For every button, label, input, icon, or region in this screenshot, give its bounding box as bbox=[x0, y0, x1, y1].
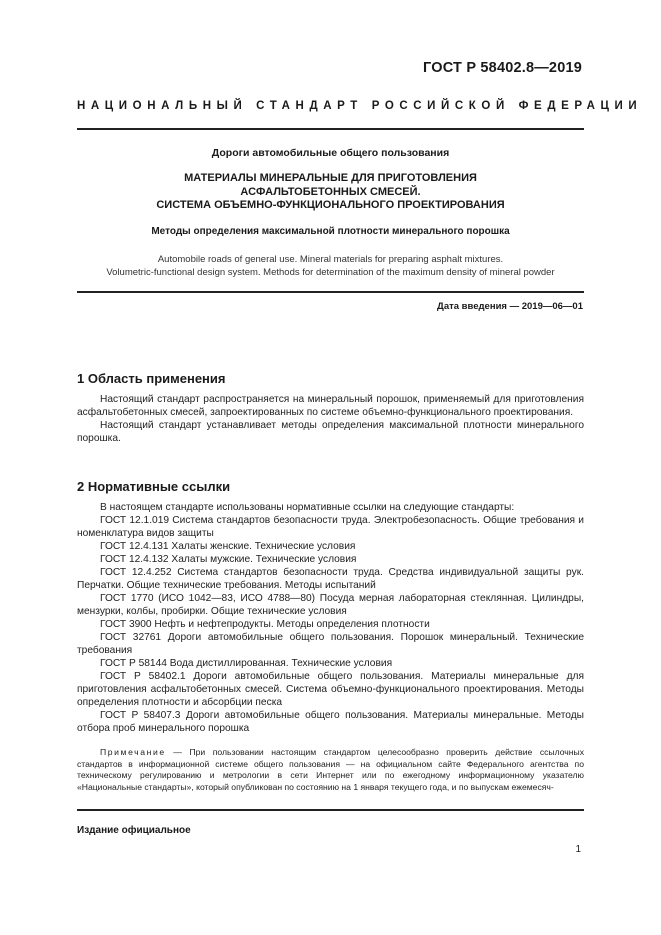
document-subtitle: Методы определения максимальной плотности минерального порошка bbox=[151, 226, 510, 237]
reference-item: ГОСТ 12.4.132 Халаты мужские. Технические условия bbox=[100, 554, 357, 565]
note bbox=[77, 747, 584, 793]
official-edition-label: Издание официальное bbox=[77, 825, 191, 836]
english-title-line: Automobile roads of general use. Mineral materials for preparing asphalt mixtures. bbox=[157, 254, 504, 265]
section-references-body bbox=[77, 501, 584, 735]
reference-item: ГОСТ 12.1.019 Система стандартов безопасности труда. Электробезопасность. Общие требования и номенклатура видов защиты bbox=[77, 515, 584, 539]
title-line: СИСТЕМА ОБЪЕМНО-ФУНКЦИОНАЛЬНОГО ПРОЕКТИРОВАНИЯ bbox=[156, 199, 505, 211]
reference-item: ГОСТ 3900 Нефть и нефтепродукты. Методы определения плотности bbox=[100, 619, 430, 630]
note-text: — При пользовании настоящим стандартом целесообразно проверить действие ссылочных стандартов в информационной системе общего пользования — на официальном сайте Федерального агентства по техническому регулированию и метрологии в сети Интернет или по ежегодному информационному указателю «Национальные стандарты», который опубликован по состоянию на 1 января текущего года, и по выпускам ежемесяч- bbox=[77, 747, 584, 792]
introduction-date: Дата введения — 2019—06—01 bbox=[437, 301, 583, 312]
top-rule bbox=[77, 128, 584, 130]
reference-item: ГОСТ 12.4.131 Халаты женские. Технические условия bbox=[100, 541, 356, 552]
english-title-line: Volumetric-functional design system. Methods for determination of the maximum density of mineral powder bbox=[106, 266, 555, 278]
section-scope-body bbox=[77, 393, 584, 445]
reference-item: ГОСТ Р 58144 Вода дистиллированная. Технические условия bbox=[100, 658, 393, 669]
paragraph: В настоящем стандарте использованы нормативные ссылки на следующие стандарты: bbox=[100, 502, 515, 513]
paragraph: Настоящий стандарт распространяется на минеральный порошок, применяемый для приготовления асфальтобетонных смесей, запроектированных по системе объемно-функционального проектирования. bbox=[77, 394, 584, 418]
national-standard-banner: НАЦИОНАЛЬНЫЙ СТАНДАРТ РОССИЙСКОЙ ФЕДЕРАЦИИ bbox=[77, 100, 643, 112]
reference-item: ГОСТ Р 58402.1 Дороги автомобильные общего пользования. Материалы минеральные для приготовления асфальтобетонных смесей. Система объемно-функционального проектирования. Методы определения плотности и абсорбции песка bbox=[77, 671, 584, 708]
section-heading-scope: 1 Область применения bbox=[77, 371, 226, 386]
reference-item: ГОСТ Р 58407.3 Дороги автомобильные общего пользования. Материалы минеральные. Методы отбора проб минерального порошка bbox=[77, 710, 584, 734]
reference-item: ГОСТ 32761 Дороги автомобильные общего пользования. Порошок минеральный. Технические требования bbox=[77, 632, 584, 656]
document-title bbox=[77, 172, 584, 213]
reference-item: ГОСТ 12.4.252 Система стандартов безопасности труда. Средства индивидуальной защиты рук. Перчатки. Общие технические требования. Методы испытаний bbox=[77, 567, 584, 591]
standard-number: ГОСТ Р 58402.8—2019 bbox=[423, 60, 582, 76]
page-number: 1 bbox=[575, 844, 581, 855]
title-line: МАТЕРИАЛЫ МИНЕРАЛЬНЫЕ ДЛЯ ПРИГОТОВЛЕНИЯ bbox=[184, 172, 477, 184]
section-heading-references: 2 Нормативные ссылки bbox=[77, 479, 231, 494]
title-line: АСФАЛЬТОБЕТОННЫХ СМЕСЕЙ. bbox=[240, 185, 421, 198]
paragraph: Настоящий стандарт устанавливает методы определения максимальной плотности минерального порошка. bbox=[77, 420, 584, 444]
reference-item: ГОСТ 1770 (ИСО 1042—83, ИСО 4788—80) Посуда мерная лабораторная стеклянная. Цилиндры, мензурки, колбы, пробирки. Общие технические условия bbox=[77, 593, 584, 617]
middle-rule bbox=[77, 291, 584, 293]
series-title: Дороги автомобильные общего пользования bbox=[211, 147, 450, 159]
english-title bbox=[77, 254, 584, 279]
note-label: Примечание bbox=[100, 747, 166, 757]
bottom-rule bbox=[77, 809, 584, 811]
